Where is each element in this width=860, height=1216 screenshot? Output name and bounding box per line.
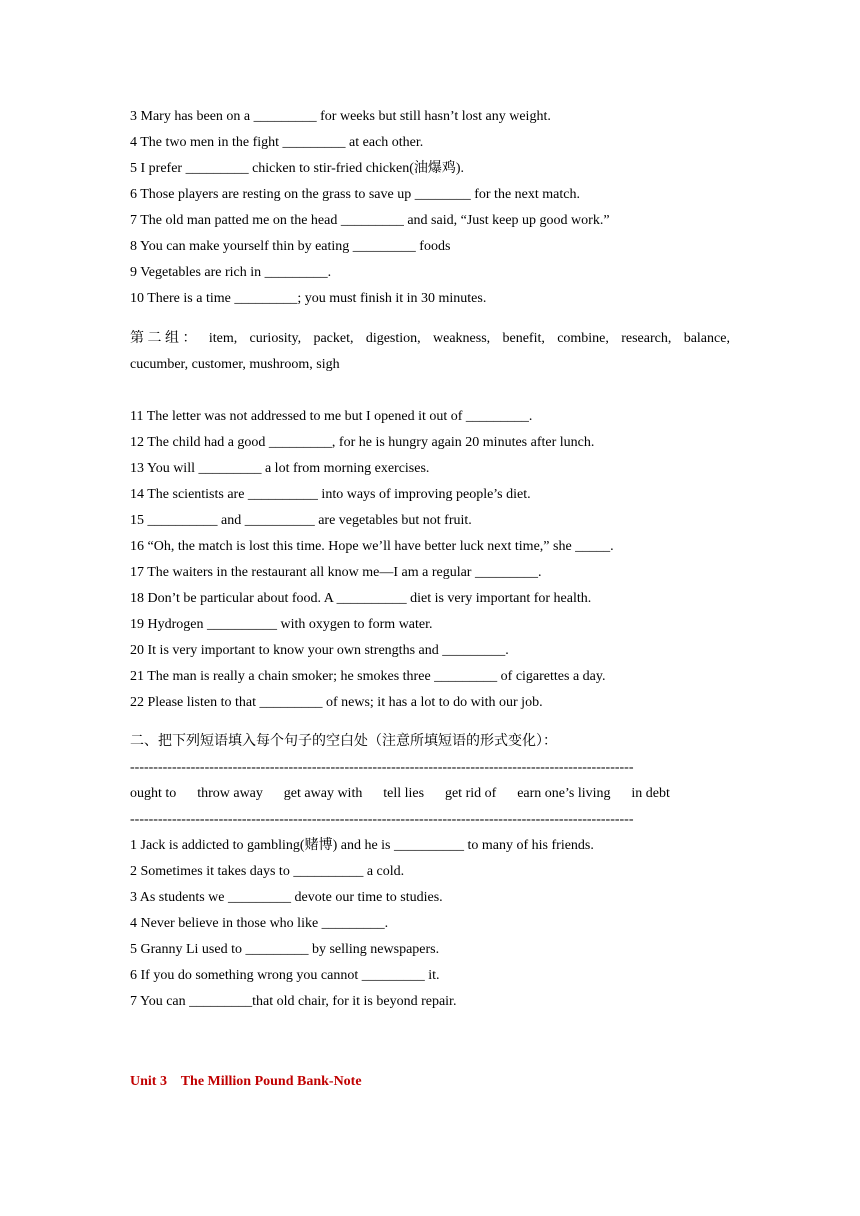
exercise-sentence: 4 The two men in the fight _________ at each other.	[130, 135, 424, 150]
word-bank-word: digestion,	[365, 331, 421, 346]
exercise-sentence: 7 The old man patted me on the head _________ and said, “Just keep up good work.”	[130, 213, 610, 228]
exercise-sentence: 2 Sometimes it takes days to __________ a cold.	[130, 864, 405, 879]
word-bank-word: balance,	[683, 331, 730, 346]
exercise-sentence: 20 It is very important to know your own strengths and _________.	[130, 643, 509, 658]
exercise-sentence: 12 The child had a good _________, for he is hungry again 20 minutes after lunch.	[130, 435, 595, 450]
phrase-item: in debt	[631, 786, 670, 801]
exercise-sentence: 9 Vegetables are rich in _________.	[130, 265, 332, 280]
phrase-bank	[130, 785, 670, 803]
exercise-sentence: 3 As students we _________ devote our time to studies.	[130, 890, 443, 905]
word-bank	[130, 330, 730, 372]
section-heading: 二、把下列短语填入每个句子的空白处（注意所填短语的形式变化）：	[130, 734, 557, 749]
word-bank-line1	[130, 330, 730, 348]
word-bank-word: weakness,	[433, 331, 491, 346]
word-bank-word: curiosity,	[249, 331, 302, 346]
divider: ------------------------------------------------------------------------------------------------------------	[130, 760, 634, 775]
exercise-sentence: 11 The letter was not addressed to me but I opened it out of _________.	[130, 409, 533, 424]
exercise-sentence: 7 You can _________that old chair, for it is beyond repair.	[130, 994, 457, 1009]
exercise-sentence: 6 If you do something wrong you cannot _________ it.	[130, 968, 440, 983]
exercise-sentence: 4 Never believe in those who like _________.	[130, 916, 389, 931]
word-bank-word: benefit,	[502, 331, 545, 346]
exercise-sentence: 13 You will _________ a lot from morning exercises.	[130, 461, 430, 476]
phrase-item: get away with	[283, 786, 363, 801]
divider: ------------------------------------------------------------------------------------------------------------	[130, 812, 634, 827]
word-bank-label: 第 二 组 ：	[130, 331, 197, 346]
exercise-sentence: 16 “Oh, the match is lost this time. Hope we’ll have better luck next time,” she _____.	[130, 539, 614, 554]
exercise-sentence: 22 Please listen to that _________ of news; it has a lot to do with our job.	[130, 695, 543, 710]
word-bank-word: packet,	[313, 331, 354, 346]
exercise-sentence: 17 The waiters in the restaurant all know me—I am a regular _________.	[130, 565, 542, 580]
phrase-item: get rid of	[444, 786, 497, 801]
word-bank-word: item,	[208, 331, 238, 346]
phrase-item: ought to	[130, 786, 177, 801]
unit-title: Unit 3 The Million Pound Bank-Note	[130, 1074, 362, 1089]
exercise-sentence: 3 Mary has been on a _________ for weeks but still hasn’t lost any weight.	[130, 109, 551, 124]
phrase-item: earn one’s living	[517, 786, 611, 801]
phrase-item: throw away	[197, 786, 263, 801]
exercise-sentence: 1 Jack is addicted to gambling(赌博) and he is __________ to many of his friends.	[130, 838, 594, 853]
exercise-sentence: 19 Hydrogen __________ with oxygen to form water.	[130, 617, 433, 632]
word-bank-word: research,	[621, 331, 672, 346]
exercise-sentence: 5 Granny Li used to _________ by selling newspapers.	[130, 942, 440, 957]
word-bank-word: combine,	[557, 331, 609, 346]
exercise-sentence: 14 The scientists are __________ into ways of improving people’s diet.	[130, 487, 531, 502]
phrase-item: tell lies	[383, 786, 425, 801]
exercise-sentence: 18 Don’t be particular about food. A __________ diet is very important for health.	[130, 591, 592, 606]
exercise-sentence: 8 You can make yourself thin by eating _________ foods	[130, 239, 451, 254]
exercise-sentence: 6 Those players are resting on the grass to save up ________ for the next match.	[130, 187, 580, 202]
exercise-sentence: 5 I prefer _________ chicken to stir-fried chicken(油爆鸡).	[130, 161, 465, 176]
exercise-sentence: 15 __________ and __________ are vegetables but not fruit.	[130, 513, 472, 528]
word-bank-line2: cucumber, customer, mushroom, sigh	[130, 357, 340, 372]
exercise-sentence: 10 There is a time _________; you must finish it in 30 minutes.	[130, 291, 487, 306]
exercise-sentence: 21 The man is really a chain smoker; he smokes three _________ of cigarettes a day.	[130, 669, 606, 684]
